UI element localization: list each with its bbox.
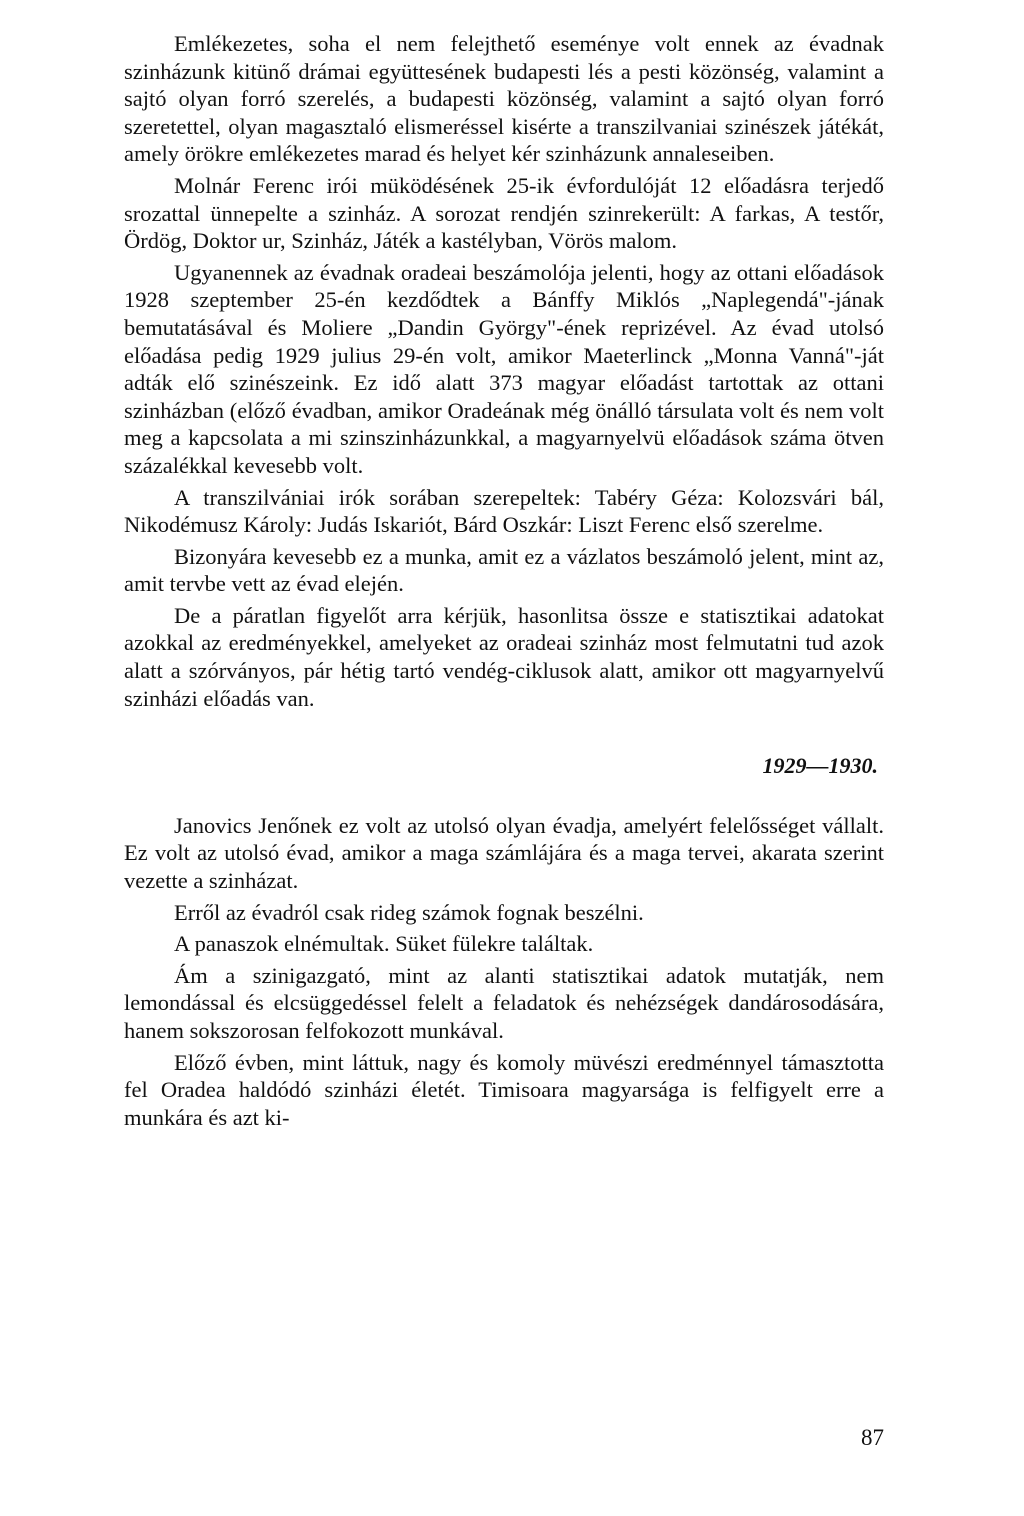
paragraph: Molnár Ferenc irói müködésének 25-ik évfordulóját 12 előadásra terjedő srozattal ünnepelte a szinház. A sorozat rendjén szinrekerült: A farkas, A testőr, Ördög, Doktor ur, Szinház, Játék a kastélyban, Vörös malom.: [124, 172, 884, 254]
paragraph: A panaszok elnémultak. Süket fülekre találtak.: [174, 931, 594, 957]
paragraph: Emlékezetes, soha el nem felejthető eseménye volt ennek az évadnak szinházunk kitünő drámai együttesének budapesti lés a pesti közönség, valamint a sajtó olyan forró szerelés, a budapesti közönség, valamint a sajtó olyan forró szeretettel, olyan magasztaló elismeréssel kisérte a transzilvaniai szinészek játékát, amely örökre emlékezetes marad és helyet kér szinházunk annaleseiben.: [124, 31, 884, 167]
paragraph: Ám a szinigazgató, mint az alanti statisztikai adatok mutatják, nem lemondással és elcsüggedéssel felelt a feladatok és nehézségek dandárosodására, hanem sokszorosan felfokozott munkával.: [124, 962, 884, 1043]
section-heading: 1929—1930.: [762, 753, 878, 779]
paragraph: Janovics Jenőnek ez volt az utolsó olyan évadja, amelyért felelősséget vállalt. Ez volt az utolsó évad, amikor a maga számlájára és a maga tervei, akarata szerint vezette a szinházat.: [124, 812, 884, 894]
paragraph: Előző évben, mint láttuk, nagy és komoly müvészi eredménnyel támasztotta fel Oradea haldódó szinházi életét. Timisoara magyarsága is felfigyelt erre a munkára és azt ki-: [124, 1049, 884, 1130]
page-number: 87: [861, 1425, 884, 1450]
page-body: [124, 30, 884, 1131]
paragraph: Bizonyára kevesebb ez a munka, amit ez a vázlatos beszámoló jelent, mint az, amit tervbe vett az évad elején.: [124, 543, 884, 597]
paragraph: De a páratlan figyelőt arra kérjük, hasonlitsa össze e statisztikai adatokat azokkal az eredményekkel, amelyeket az oradeai szinház most felmutatni tud azok alatt a szórványos, pár hétig tartó vendég-ciklusok alatt, amikor ott magyarnyelvű szinházi előadás van.: [124, 602, 884, 711]
paragraph: Erről az évadról csak rideg számok fognak beszélni.: [174, 899, 644, 925]
paragraph: A transzilvániai irók sorában szerepeltek: Tabéry Géza: Kolozsvári bál, Nikodémusz Károly: Judás Iskariót, Bárd Oszkár: Liszt Ferenc első szerelme.: [124, 484, 884, 538]
paragraph: Ugyanennek az évadnak oradeai beszámolója jelenti, hogy az ottani előadások 1928 szeptember 25-én kezdődtek a Bánffy Miklós „Naplegendá"-jának bemutatásával és Moliere „Dandin György"-ének reprizével. Az évad utolsó előadása pedig 1929 julius 29-én volt, amikor Maeterlinck „Monna Vanná"-ját adták elő szinészeink. Ez idő alatt 373 magyar előadást tartottak az ottani szinházban (előző évadban, amikor Oradeának még önálló társulata volt és nem volt meg a kapcsolata a mi szinszinházunkkal, a magyarnyelvü előadások száma ötven százalékkal kevesebb volt.: [124, 259, 884, 478]
